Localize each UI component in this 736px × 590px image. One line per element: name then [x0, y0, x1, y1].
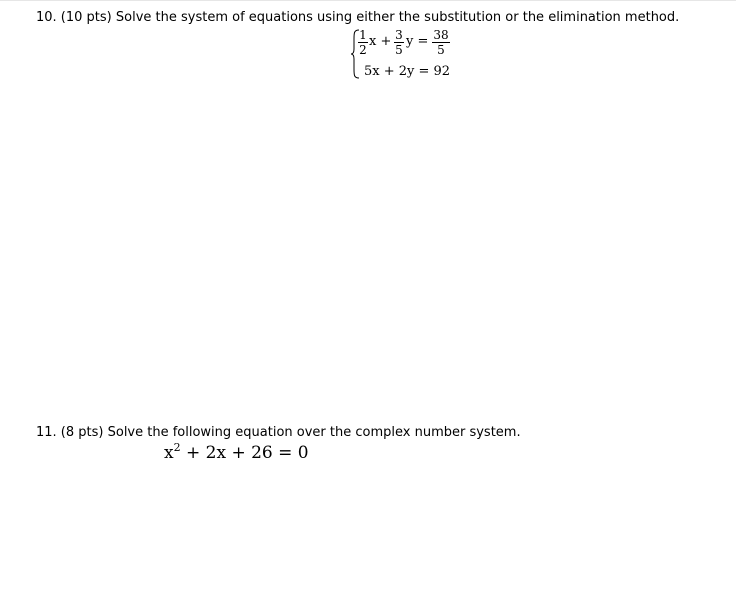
question-10-prompt: 10. (10 pts) Solve the system of equations using either the substitution or the elimination method. — [36, 10, 680, 25]
fraction-thirty-eight-fifths — [432, 29, 450, 56]
y-term: y = — [406, 34, 429, 49]
top-rule — [0, 0, 736, 1]
x-term: x + — [369, 34, 392, 49]
fraction-denominator: 5 — [395, 43, 403, 57]
quadratic-equation — [164, 443, 309, 463]
fraction-denominator: 5 — [437, 43, 445, 57]
equation-remainder: + 2x + 26 = 0 — [180, 443, 309, 463]
equation-2: 5x + 2y = 92 — [364, 64, 451, 79]
equation-variable: x — [164, 443, 174, 463]
fraction-one-half — [358, 29, 368, 56]
question-11-prompt: 11. (8 pts) Solve the following equation over the complex number system. — [36, 425, 521, 440]
fraction-numerator: 38 — [433, 28, 449, 42]
fraction-numerator: 3 — [395, 28, 403, 42]
fraction-numerator: 1 — [359, 28, 367, 42]
equation-exponent: 2 — [173, 441, 181, 454]
fraction-three-fifths — [394, 29, 404, 56]
equation-system — [350, 29, 460, 79]
fraction-denominator: 2 — [359, 43, 367, 57]
